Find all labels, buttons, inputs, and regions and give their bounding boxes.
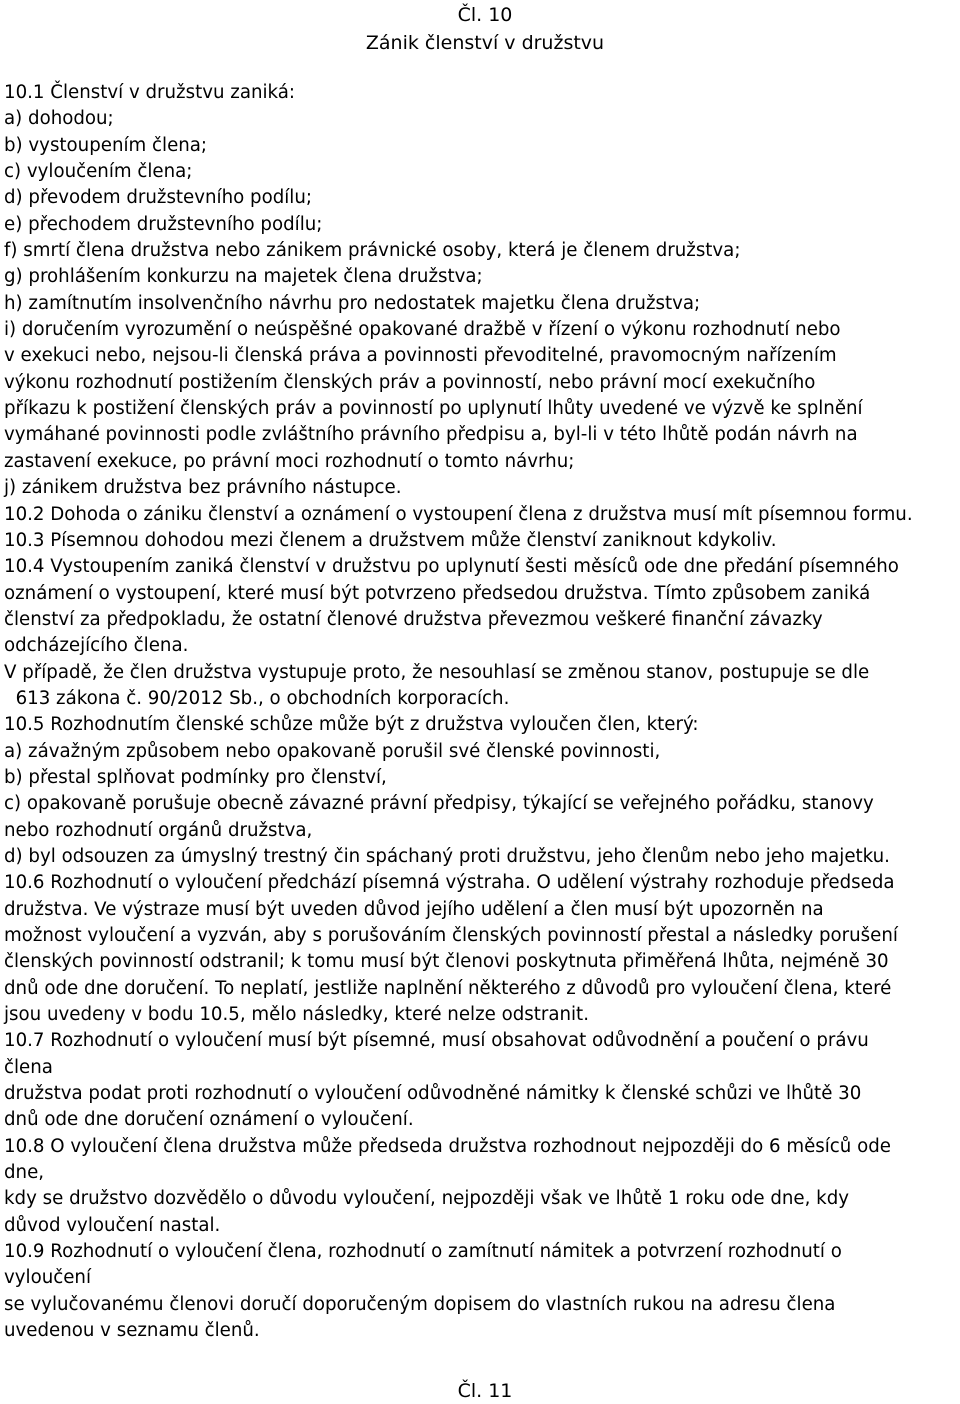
text-line: uvedenou v seznamu členů. [4,1320,260,1342]
text-line: příkazu k postižení členských práv a povinností po uplynutí lhůty uvedené ve výzvě ke splnění [4,398,863,420]
article-body [4,80,960,1345]
text-line: členských povinností odstranil; k tomu musí být členovi poskytnuta přiměřená lhůta, nejméně 30 [4,951,889,973]
text-line: jsou uvedeny v bodu 10.5, mělo následky, které nelze odstranit. [4,1004,589,1026]
text-line: členství za předpokladu, že ostatní členové družstva převezmou veškeré finanční závazky [4,608,823,630]
text-line: výkonu rozhodnutí postižením členských práv a povinností, nebo právní mocí exekučního [4,371,816,393]
text-line: 10.3 Písemnou dohodou mezi členem a družstvem může členství zaniknout kdykoliv. [4,529,777,551]
text-line: oznámení o vystoupení, které musí být potvrzeno předsedou družstva. Tímto způsobem zaniká [4,582,871,604]
text-line: f) smrtí člena družstva nebo zánikem právnické osoby, která je členem družstva; [4,240,741,262]
text-line: d) byl odsouzen za úmyslný trestný čin spáchaný proti družstvu, jeho členům nebo jeho majetku. [4,845,890,867]
text-line: důvod vyloučení nastal. [4,1214,221,1236]
text-line: i) doručením vyrozumění o neúspěšné opakované dražbě v řízení o výkonu rozhodnutí nebo [4,319,841,341]
text-line: 10.8 O vyloučení člena družstva může předseda družstva rozhodnout nejpozději do 6 měsíců ode [4,1135,891,1157]
article-number-heading: Čl. 10 [457,4,513,26]
text-line: dnů ode dne doručení. To neplatí, jestliže naplnění některého z důvodů pro vyloučení člena, které [4,977,892,999]
text-line: 10.4 Vystoupením zaniká členství v družstvu po uplynutí šesti měsíců ode dne předání písemného [4,556,899,578]
article-title-heading: Zánik členství v družstvu [365,32,605,54]
text-line: a) dohodou; [4,108,114,130]
text-line: kdy se družstvo dozvědělo o důvodu vyloučení, nejpozději však ve lhůtě 1 roku ode dne, kdy [4,1188,849,1210]
text-line: odcházejícího člena. [4,635,189,657]
text-line: 10.2 Dohoda o zániku členství a oznámení o vystoupení člena z družstva musí mít písemnou formu. [4,503,913,525]
text-line: vyloučení [4,1267,92,1289]
text-line: 10.7 Rozhodnutí o vyloučení musí být písemné, musí obsahovat odůvodnění a poučení o právu [4,1030,869,1052]
text-line: 10.1 Členství v družstvu zaniká: [4,82,296,103]
text-line: j) zánikem družstva bez právního nástupce. [4,477,402,499]
text-line: se vylučovanému členovi doručí doporučeným dopisem do vlastních rukou na adresu člena [4,1293,836,1315]
text-line: dnů ode dne doručení oznámení o vyloučení. [4,1109,414,1131]
text-line: 10.6 Rozhodnutí o vyloučení předchází písemná výstraha. O udělení výstrahy rozhoduje předseda [4,872,895,894]
text-line: h) zamítnutím insolvenčního návrhu pro nedostatek majetku člena družstva; [4,292,701,314]
text-line: e) přechodem družstevního podílu; [4,213,323,235]
text-line: člena [4,1056,53,1078]
text-line: družstva. Ve výstraze musí být uveden důvod jejího udělení a člen musí být upozorněn na [4,898,824,920]
text-line: nebo rozhodnutí orgánů družstva, [4,819,313,841]
text-line: 10.9 Rozhodnutí o vyloučení člena, rozhodnutí o zamítnutí námitek a potvrzení rozhodnutí o [4,1241,842,1263]
text-line: c) opakovaně porušuje obecně závazné právní předpisy, týkající se veřejného pořádku, stanovy [4,793,874,815]
text-line: g) prohlášením konkurzu na majetek člena družstva; [4,266,483,288]
text-line: 10.5 Rozhodnutím členské schůze může být z družstva vyloučen člen, který: [4,714,699,736]
text-line: b) vystoupením člena; [4,134,208,156]
text-line: d) převodem družstevního podílu; [4,187,313,209]
text-line: 613 zákona č. 90/2012 Sb., o obchodních korporacích. [4,687,510,709]
next-article-heading: Čl. 11 [457,1380,513,1402]
text-line: V případě, že člen družstva vystupuje proto, že nesouhlasí se změnou stanov, postupuje se dle [4,661,870,683]
text-line: vymáhané povinnosti podle zvláštního právního předpisu a, byl-li v této lhůtě podán návrh na [4,424,858,446]
text-line: a) závažným způsobem nebo opakovaně porušil své členské povinnosti, [4,740,661,762]
text-line: v exekuci nebo, nejsou-li členská práva a povinnosti převoditelné, pravomocným nařízením [4,345,837,367]
text-line: možnost vyloučení a vyzván, aby s porušováním členských povinností přestal a následky porušení [4,925,898,946]
text-line: dne, [4,1162,45,1184]
text-line: b) přestal splňovat podmínky pro členství, [4,766,387,788]
text-line: družstva podat proti rozhodnutí o vyloučení odůvodněné námitky k členské schůzi ve lhůtě 30 [4,1083,862,1105]
text-line: zastavení exekuce, po právní moci rozhodnutí o tomto návrhu; [4,450,575,472]
text-line: c) vyloučením člena; [4,161,193,183]
